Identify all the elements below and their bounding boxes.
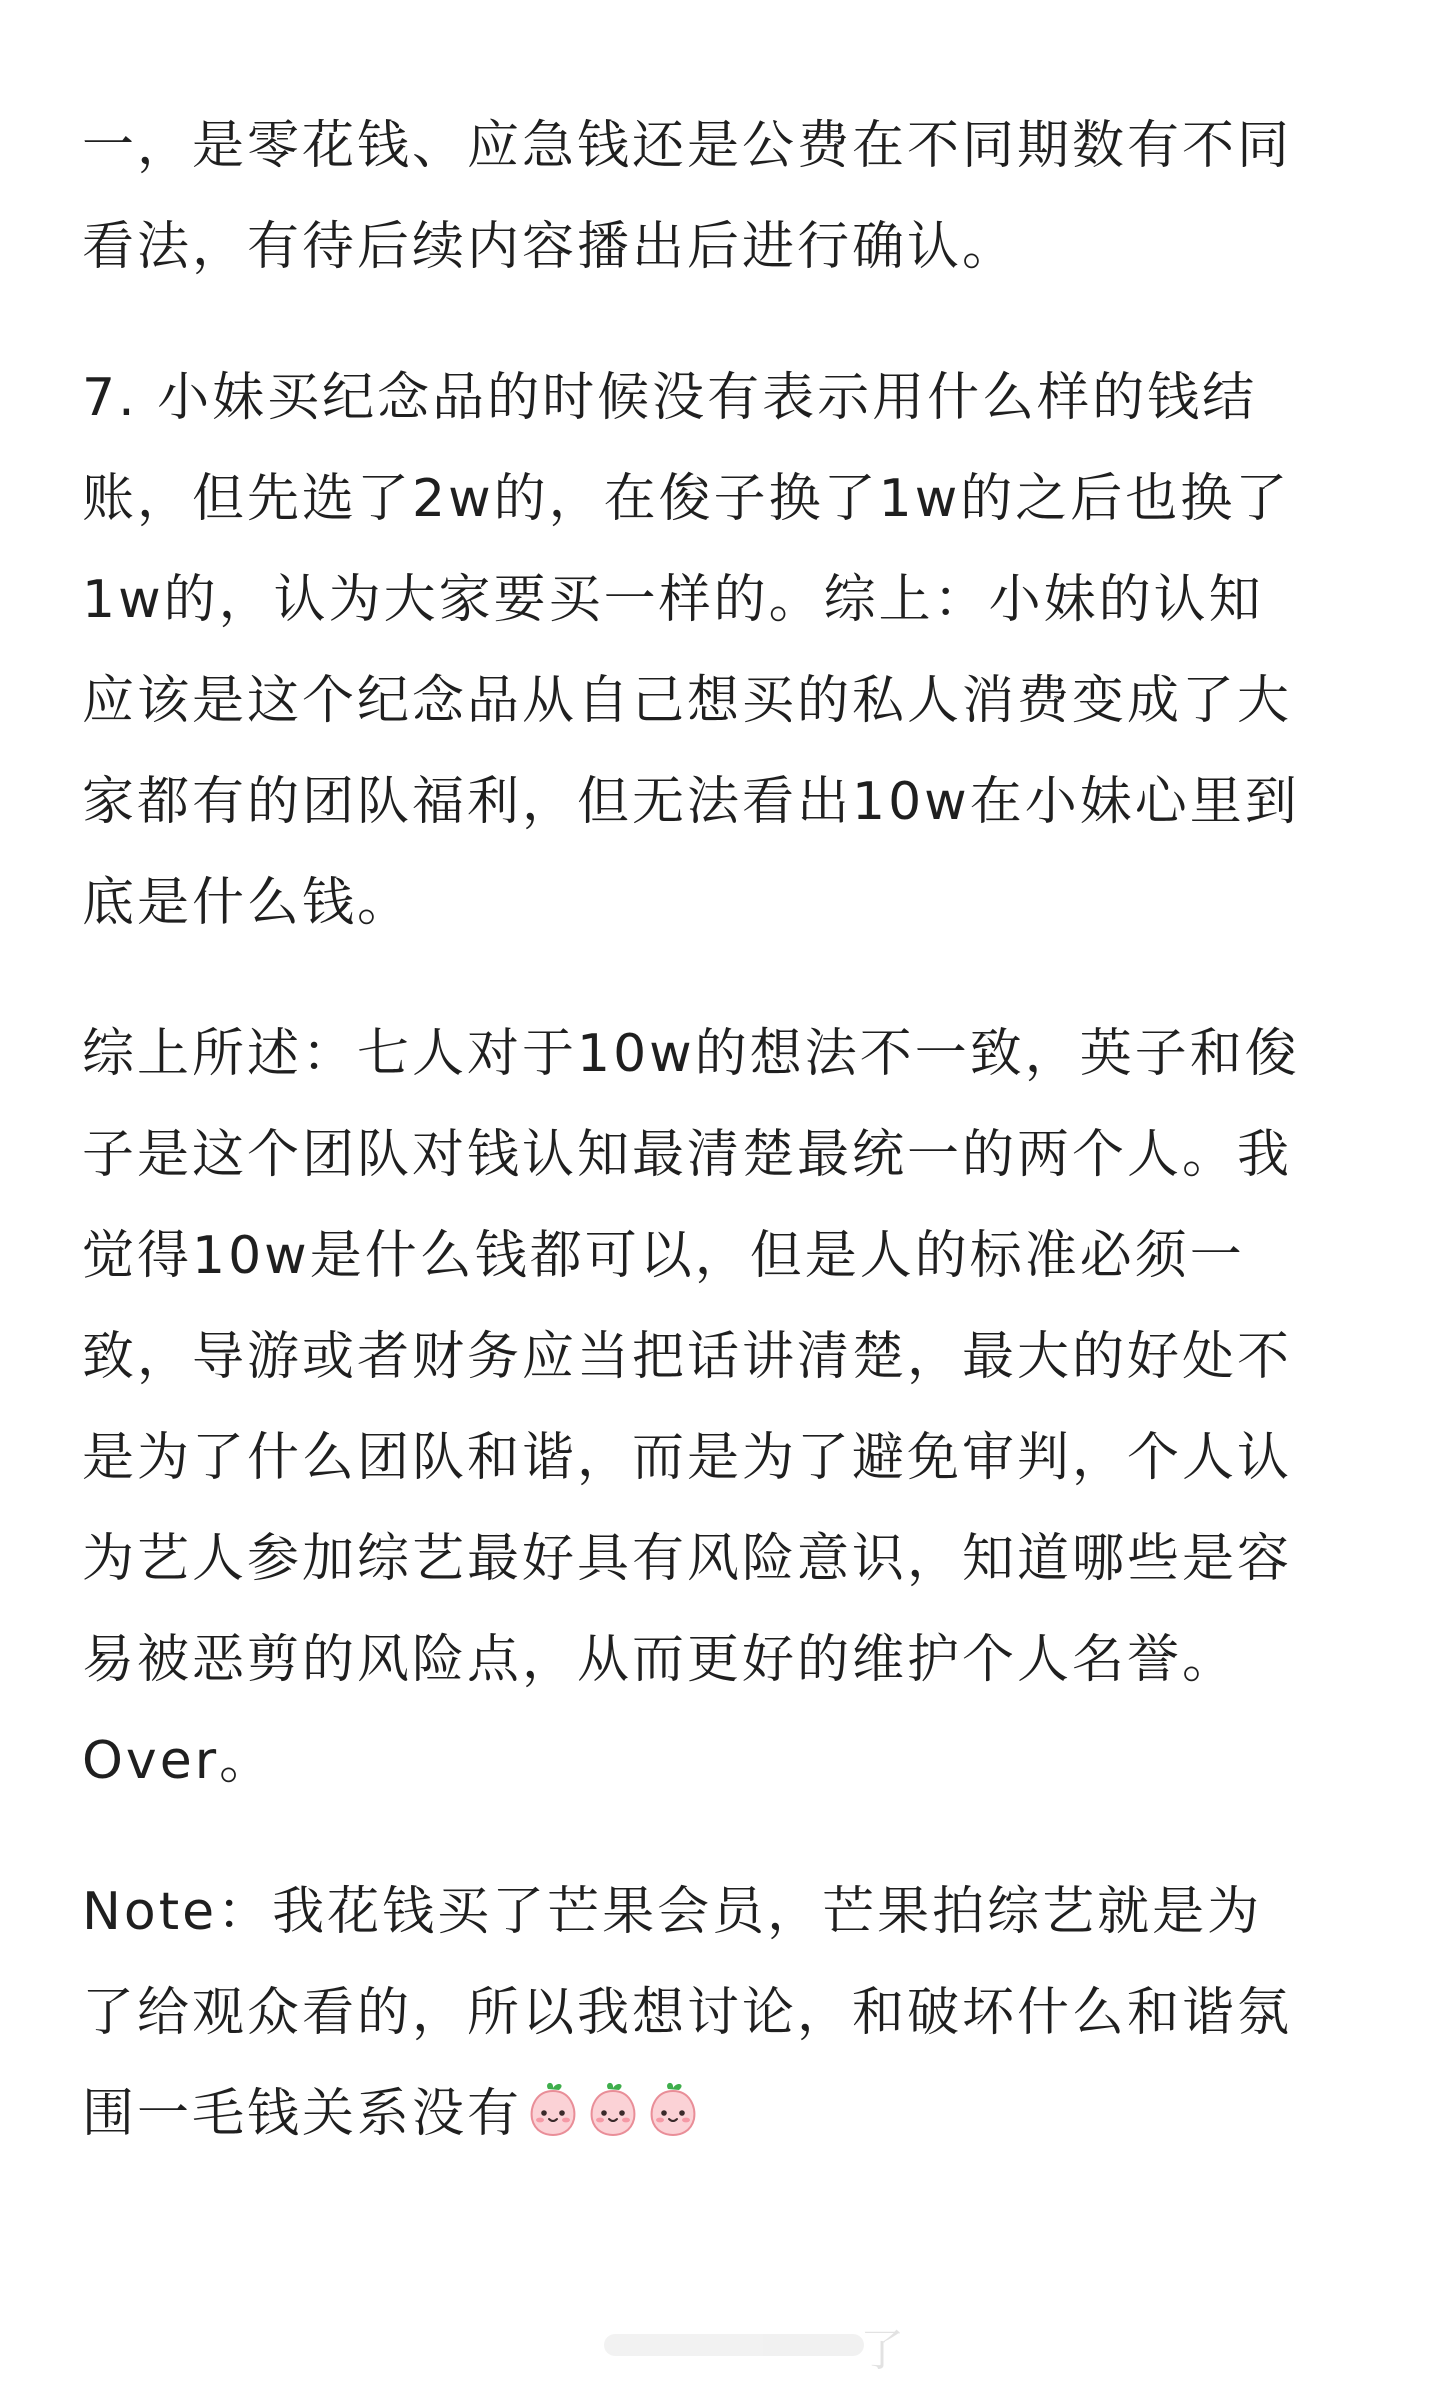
article-body: [82, 96, 1372, 2165]
paragraph-2: 7. 小妹买纪念品的时候没有表示用什么样的钱结 账，但先选了2w的，在俊子换了1w的之后也换了 1w的，认为大家要买一样的。综上：小妹的认知 应该是这个纪念品从自己想买的私人消费变成了大 家都有的团队福利，但无法看出10w在小妹心里到 底是什么钱。: [82, 368, 1300, 933]
watermark-text: 了: [860, 2325, 904, 2376]
peach-face-icon: [526, 2079, 580, 2137]
paragraph-4: [82, 1862, 1372, 2165]
paragraph-1: 一，是零花钱、应急钱还是公费在不同期数有不同 看法，有待后续内容播出后进行确认。: [82, 116, 1293, 277]
paragraph-3: 综上所述：七人对于10w的想法不一致，英子和俊 子是这个团队对钱认知最清楚最统一的两个人。我 觉得10w是什么钱都可以，但是人的标准必须一 致，导游或者财务应当把话讲清楚，最大的好处不 是为了什么团队和谐，而是为了避免审判，个人认 为艺人参加综艺最好具有风险意识，知道哪些是容 易被恶剪的风险点，从而更好的维护个人名誉。 Over。: [82, 1024, 1300, 1791]
peach-face-icon: [586, 2079, 640, 2137]
watermark-blur: [604, 2334, 864, 2356]
paragraph-4-text: Note：我花钱买了芒果会员，芒果拍综艺就是为 了给观众看的，所以我想讨论，和破坏什么和谐氛 围一毛钱关系没有: [82, 1882, 1293, 2144]
emoji-row: [526, 2079, 700, 2137]
peach-face-icon: [646, 2079, 700, 2137]
watermark: [604, 2308, 904, 2378]
